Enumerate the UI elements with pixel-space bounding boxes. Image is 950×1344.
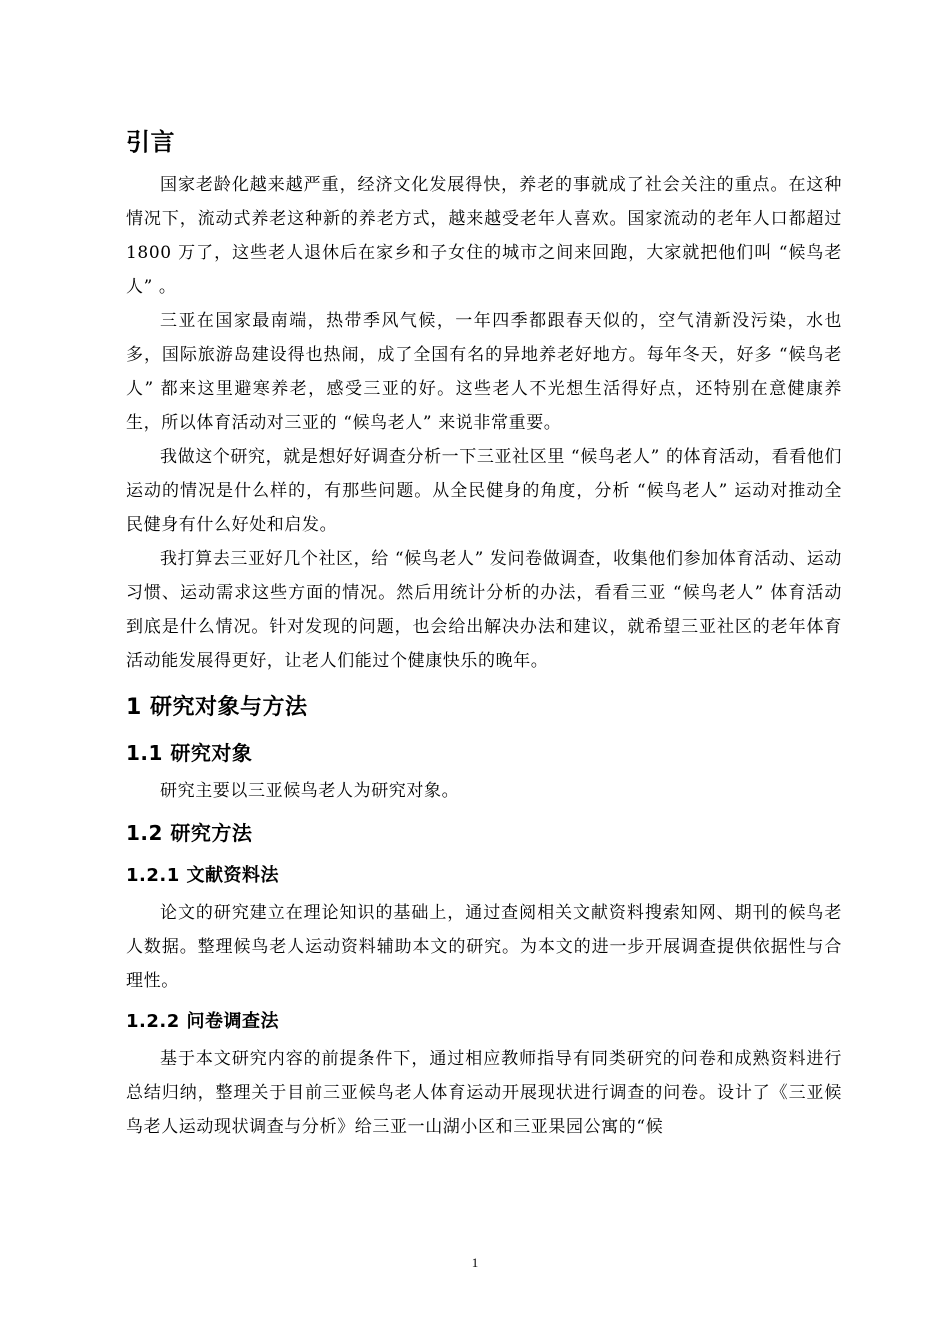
section-1-2-1-text: 论文的研究建立在理论知识的基础上，通过查阅相关文献资料搜索知网、期刊的候鸟老人数据。整理候鸟老人运动资料辅助本文的研究。为本文的进一步开展调查提供依据性与合理性。 xyxy=(126,903,842,991)
section-1-1-text: 研究主要以三亚候鸟老人为研究对象。 xyxy=(160,781,460,801)
section-1-2-heading: 1.2 研究方法 xyxy=(126,821,253,845)
intro-paragraph-3: 我做这个研究，就是想好好调查分析一下三亚社区里 “候鸟老人” 的体育活动，看看他们运动的情况是什么样的，有那些问题。从全民健身的角度，分析 “候鸟老人” 运动对推动全民健身有什么好处和启发。 xyxy=(126,447,842,535)
intro-heading: 引言 xyxy=(126,128,175,156)
section-1-heading: 1 研究对象与方法 xyxy=(126,695,308,720)
intro-paragraph-2: 三亚在国家最南端，热带季风气候，一年四季都跟春天似的，空气清新没污染，水也多，国际旅游岛建设得也热闹，成了全国有名的异地养老好地方。每年冬天，好多 “候鸟老人” 都来这里避寒养老，感受三亚的好。这些老人不光想生活得好点，还特别在意健康养生，所以体育活动对三亚的 “候鸟老人” 来说非常重要。 xyxy=(126,311,842,433)
intro-paragraph-1: 国家老龄化越来越严重，经济文化发展得快，养老的事就成了社会关注的重点。在这种情况下，流动式养老这种新的养老方式，越来越受老年人喜欢。国家流动的老年人口都超过 1800 万了，这些老人退休后在家乡和子女住的城市之间来回跑，大家就把他们叫 “候鸟老人” 。 xyxy=(126,175,842,297)
section-1-2-2-heading: 1.2.2 问卷调查法 xyxy=(126,1011,280,1032)
intro-paragraph-4: 我打算去三亚好几个社区，给 “候鸟老人” 发问卷做调查，收集他们参加体育活动、运动习惯、运动需求这些方面的情况。然后用统计分析的办法，看看三亚 “候鸟老人” 体育活动到底是什么情况。针对发现的问题，也会给出解决办法和建议，就希望三亚社区的老年体育活动能发展得更好，让老人们能过个健康快乐的晚年。 xyxy=(126,549,842,671)
section-1-2-1-heading: 1.2.1 文献资料法 xyxy=(126,865,280,886)
page-number: 1 xyxy=(471,1255,479,1270)
document-page xyxy=(126,120,842,1144)
section-1-2-2-text: 基于本文研究内容的前提条件下，通过相应教师指导有同类研究的问卷和成熟资料进行总结归纳，整理关于目前三亚候鸟老人体育运动开展现状进行调查的问卷。设计了《三亚候鸟老人运动现状调查与分析》给三亚一山湖小区和三亚果园公寓的“候 xyxy=(126,1049,842,1137)
section-1-1-heading: 1.1 研究对象 xyxy=(126,741,253,765)
